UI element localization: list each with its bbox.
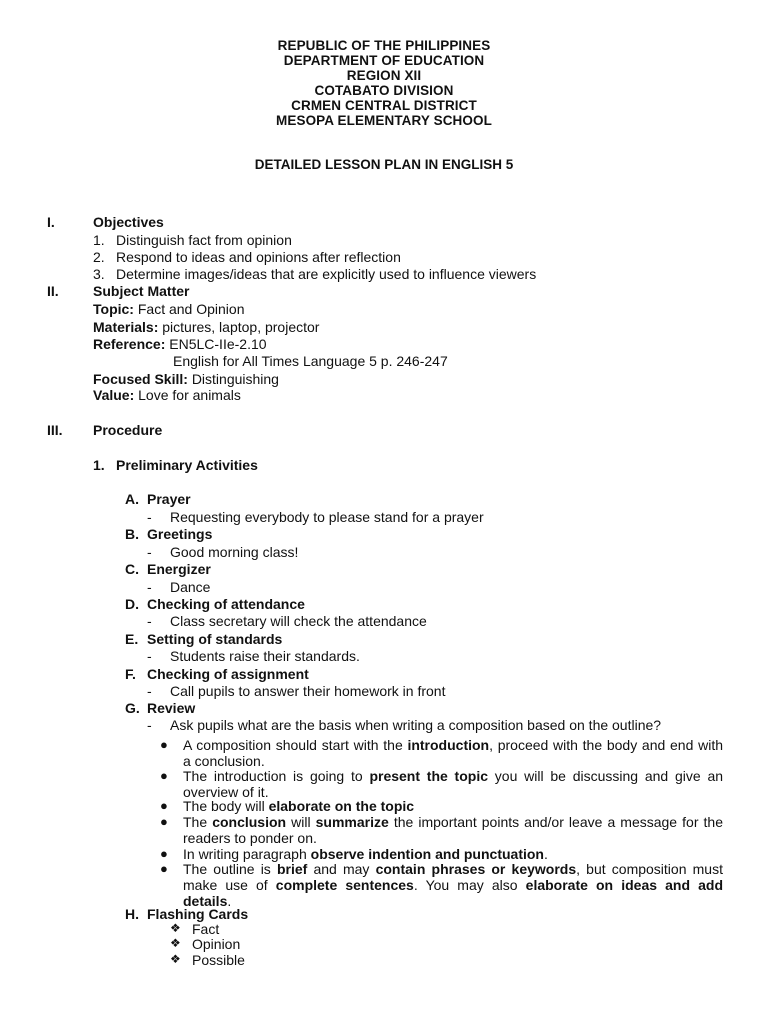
bullet-keyword: complete sentences [275,877,414,893]
activity-detail: Class secretary will check the attendance [170,613,427,629]
bullet-keyword: introduction [407,737,490,753]
activity-title-standards: Setting of standards [147,631,283,647]
bullet-keyword: elaborate on ideas and add details [183,877,723,909]
bullet-icon: ● [160,768,168,783]
flash-card-item: Fact [192,921,220,937]
activity-detail: Requesting everybody to please stand for a prayer [170,509,484,525]
bullet-keyword: elaborate on the topic [268,798,415,814]
section-heading-objectives: Objectives [93,214,164,230]
section-heading-procedure: Procedure [93,422,163,438]
activity-detail: Ask pupils what are the basis when writing a composition based on the outline? [170,717,662,733]
review-bullet [183,814,723,846]
bullet-text: . [227,893,232,909]
activity-letter: A. [125,491,139,507]
bullet-icon: ● [160,861,168,876]
section-numeral-subject-matter: II. [47,283,59,299]
section-heading-subject-matter: Subject Matter [93,283,190,299]
bullet-text: In writing paragraph [183,846,311,862]
section-numeral-procedure: III. [47,422,63,438]
review-bullet [183,846,723,862]
materials-row [93,319,319,336]
header-line-region: REGION XII [346,68,422,83]
header-line-division: COTABATO DIVISION [314,83,454,98]
diamond-bullet-icon: ❖ [170,936,181,950]
section-numeral-objectives: I. [47,214,55,230]
activity-letter: H. [125,906,139,922]
activity-title-review: Review [147,700,196,716]
objective-text: Respond to ideas and opinions after reflection [116,249,401,265]
bullet-keyword: conclusion [212,814,287,830]
objective-number: 1. [93,232,105,248]
activity-letter: D. [125,596,139,612]
activity-dash: - [147,544,152,560]
topic-row [93,301,244,318]
activity-title-assignment: Checking of assignment [147,666,309,682]
materials-label: Materials: [93,319,159,335]
document-title: DETAILED LESSON PLAN IN ENGLISH 5 [254,157,514,172]
focused-skill-value: Distinguishing [191,371,279,387]
materials-value: pictures, laptop, projector [162,319,320,335]
bullet-keyword: summarize [315,814,389,830]
activity-letter: B. [125,526,139,542]
activity-dash: - [147,717,152,733]
bullet-text: A composition should start with the [183,737,408,753]
reference-book: English for All Times Language 5 p. 246-247 [173,353,448,369]
activity-detail: Dance [170,579,211,595]
document-header [0,38,768,128]
activity-title-energizer: Energizer [147,561,211,577]
bullet-text: The [183,814,213,830]
diamond-bullet-icon: ❖ [170,952,181,966]
activity-detail: Good morning class! [170,544,299,560]
bullet-text: . You may also [413,877,526,893]
activity-detail: Call pupils to answer their homework in front [170,683,446,699]
bullet-text: , but composition must make use of [183,861,723,893]
bullet-text: the important points and/or leave a message for the readers to ponder on. [183,814,723,846]
bullet-text: will [286,814,316,830]
bullet-keyword: observe indention and punctuation [310,846,544,862]
diamond-bullet-icon: ❖ [170,921,181,935]
bullet-text: . [543,846,548,862]
objective-number: 3. [93,266,105,282]
bullet-text: and may [307,861,376,877]
activity-letter: F. [125,666,136,682]
bullet-text: you will be discussing and give an overview of it. [183,768,724,800]
activity-title-attendance: Checking of attendance [147,596,305,612]
header-line-republic: REPUBLIC OF THE PHILIPPINES [277,38,491,53]
activity-detail: Students raise their standards. [170,648,360,664]
bullet-icon: ● [160,846,168,861]
header-line-school: MESOPA ELEMENTARY SCHOOL [276,113,492,128]
activity-title-greetings: Greetings [147,526,213,542]
flash-card-item: Opinion [192,936,241,952]
review-bullet [183,737,723,769]
objective-text: Determine images/ideas that are explicitly used to influence viewers [116,266,537,282]
value-label: Value: [93,387,135,403]
bullet-icon: ● [160,737,168,752]
bullet-icon: ● [160,814,168,829]
activity-dash: - [147,648,152,664]
reference-label: Reference: [93,336,166,352]
header-line-district: CRMEN CENTRAL DISTRICT [291,98,477,113]
preliminary-number: 1. [93,457,105,473]
bullet-keyword: brief [276,861,308,877]
reference-row [93,336,267,353]
objective-text: Distinguish fact from opinion [116,232,292,248]
value-value: Love for animals [138,387,241,403]
activity-dash: - [147,613,152,629]
activity-dash: - [147,683,152,699]
bullet-text: The outline is [183,861,277,877]
bullet-text: The introduction is going to [183,768,370,784]
focused-skill-label: Focused Skill: [93,371,188,387]
activity-letter: C. [125,561,139,577]
focused-skill-row [93,371,279,388]
reference-code: EN5LC-IIe-2.10 [169,336,267,352]
objective-number: 2. [93,249,105,265]
review-bullet [183,798,723,814]
activity-title-flashing-cards: Flashing Cards [147,906,249,922]
activity-letter: E. [125,631,139,647]
activity-title-prayer: Prayer [147,491,191,507]
flash-card-item: Possible [192,952,245,968]
topic-value: Fact and Opinion [137,301,245,317]
bullet-keyword: present the topic [369,768,489,784]
bullet-text: The body will [183,798,269,814]
bullet-keyword: contain phrases or keywords [375,861,577,877]
preliminary-heading: Preliminary Activities [116,457,258,473]
review-bullet [183,768,723,800]
activity-dash: - [147,509,152,525]
review-bullet [183,861,723,909]
topic-label: Topic: [93,301,134,317]
bullet-icon: ● [160,798,168,813]
header-line-department: DEPARTMENT OF EDUCATION [283,53,485,68]
bullet-text: , proceed with the body and end with a conclusion. [183,737,723,769]
value-row [93,387,241,404]
activity-dash: - [147,579,152,595]
activity-letter: G. [125,700,140,716]
